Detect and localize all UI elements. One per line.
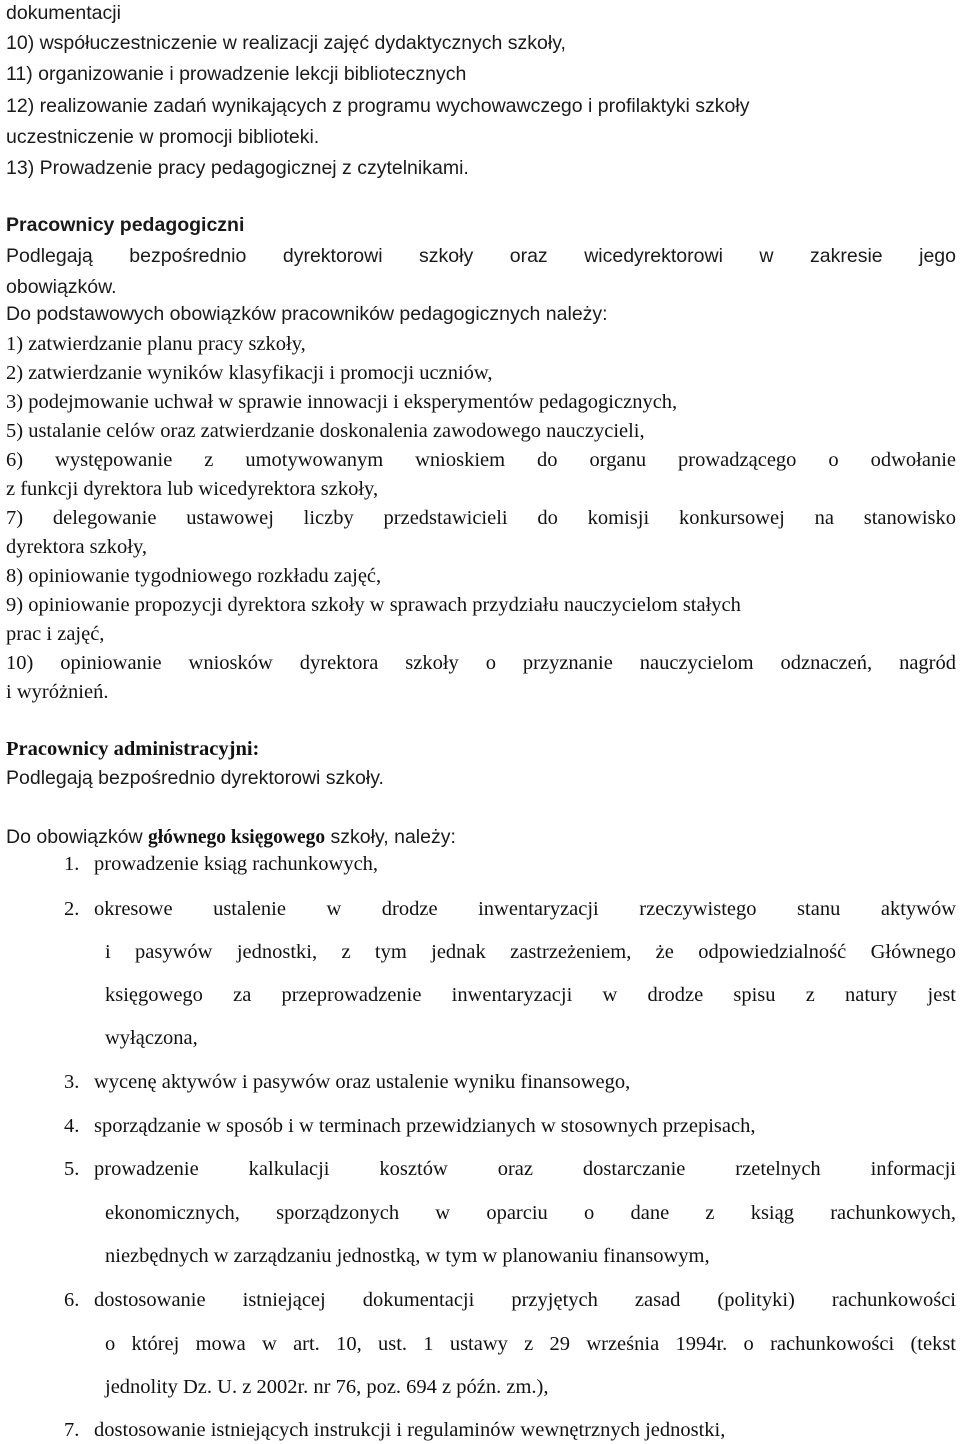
duty-item: 2) zatwierdzanie wyników klasyfikacji i promocji uczniów, <box>6 362 493 384</box>
text-line: Podlegają bezpośrednio dyrektorowi szkoły. <box>6 767 384 789</box>
duty-item: 7) delegowanie ustawowej liczby przedstawicieli do komisji konkursowej na stanowisko <box>6 507 956 529</box>
duty-item: 10) opiniowanie wniosków dyrektora szkoły o przyznanie nauczycielom odznaczeń, nagród <box>6 652 956 674</box>
duty-item: 3) podejmowanie uchwał w sprawie innowacji i eksperymentów pedagogicznych, <box>6 391 678 413</box>
duty-item: 6) występowanie z umotywowanym wnioskiem do organu prowadzącego o odwołanie <box>6 449 956 471</box>
list-item-cont: i pasywów jednostki, z tym jednak zastrzeżeniem, że odpowiedzialność Głównego <box>105 941 956 963</box>
duties-intro: Do podstawowych obowiązków pracowników pedagogicznych należy: <box>6 303 608 325</box>
list-number: 3. <box>64 1071 80 1093</box>
text-line: uczestniczenie w promocji biblioteki. <box>6 126 320 148</box>
text-line: 11) organizowanie i prowadzenie lekcji bibliotecznych <box>6 63 467 85</box>
list-number: 2. <box>64 898 80 920</box>
text-line: 12) realizowanie zadań wynikających z programu wychowawczego i profilaktyki szkoły <box>6 95 750 117</box>
list-number: 7. <box>64 1419 80 1441</box>
list-item-cont: jednolity Dz. U. z 2002r. nr 76, poz. 694 z późn. zm.), <box>105 1376 549 1398</box>
list-item: wycenę aktywów i pasywów oraz ustalenie wyniku finansowego, <box>94 1071 631 1093</box>
accountant-intro <box>6 824 956 851</box>
text-line: dokumentacji <box>6 2 121 24</box>
duty-item: 8) opiniowanie tygodniowego rozkładu zajęć, <box>6 565 382 587</box>
list-item-cont: ekonomicznych, sporządzonych w oparciu o dane z ksiąg rachunkowych, <box>105 1202 956 1224</box>
list-item-cont: księgowego za przeprowadzenie inwentaryzacji w drodze spisu z natury jest <box>105 984 956 1006</box>
accountant-intro-bold: głównego księgowego <box>147 827 326 848</box>
section-heading-administrative: Pracownicy administracyjni: <box>6 738 260 760</box>
list-item-cont: wyłączona, <box>105 1027 198 1049</box>
list-item: dostosowanie istniejących instrukcji i regulaminów wewnętrznych jednostki, <box>94 1419 726 1441</box>
list-item: dostosowanie istniejącej dokumentacji przyjętych zasad (polityki) rachunkowości <box>94 1289 956 1311</box>
text-line: obowiązków. <box>6 276 117 298</box>
list-item: prowadzenie kalkulacji kosztów oraz dostarczanie rzetelnych informacji <box>94 1158 956 1180</box>
duty-item-cont: i wyróżnień. <box>6 681 109 703</box>
list-number: 1. <box>64 853 80 875</box>
duty-item: 5) ustalanie celów oraz zatwierdzanie doskonalenia zawodowego nauczycieli, <box>6 420 645 442</box>
list-item-cont: o której mowa w art. 10, ust. 1 ustawy z 29 września 1994r. o rachunkowości (tekst <box>105 1333 956 1355</box>
duty-item-cont: z funkcji dyrektora lub wicedyrektora szkoły, <box>6 478 379 500</box>
accountant-intro-pre: Do obowiązków <box>6 826 148 848</box>
list-item: prowadzenie ksiąg rachunkowych, <box>94 853 379 875</box>
list-item: sporządzanie w sposób i w terminach przewidzianych w stosownych przepisach, <box>94 1115 756 1137</box>
section-heading-pedagogical: Pracownicy pedagogiczni <box>6 214 245 236</box>
list-item: okresowe ustalenie w drodze inwentaryzacji rzeczywistego stanu aktywów <box>94 898 956 920</box>
list-number: 6. <box>64 1289 80 1311</box>
duty-item: 1) zatwierdzanie planu pracy szkoły, <box>6 333 306 355</box>
list-number: 5. <box>64 1158 80 1180</box>
accountant-intro-post: szkoły, należy: <box>325 826 456 848</box>
text-line: 10) współuczestniczenie w realizacji zajęć dydaktycznych szkoły, <box>6 32 566 54</box>
duty-item-cont: prac i zajęć, <box>6 623 105 645</box>
list-number: 4. <box>64 1115 80 1137</box>
text-line: 13) Prowadzenie pracy pedagogicznej z czytelnikami. <box>6 157 469 179</box>
text-line: Podlegają bezpośrednio dyrektorowi szkoły oraz wicedyrektorowi w zakresie jego <box>6 245 956 267</box>
list-item-cont: niezbędnych w zarządzaniu jednostką, w tym w planowaniu finansowym, <box>105 1245 710 1267</box>
duty-item-cont: dyrektora szkoły, <box>6 536 147 558</box>
duty-item: 9) opiniowanie propozycji dyrektora szkoły w sprawach przydziału nauczycielom stałych <box>6 594 741 616</box>
